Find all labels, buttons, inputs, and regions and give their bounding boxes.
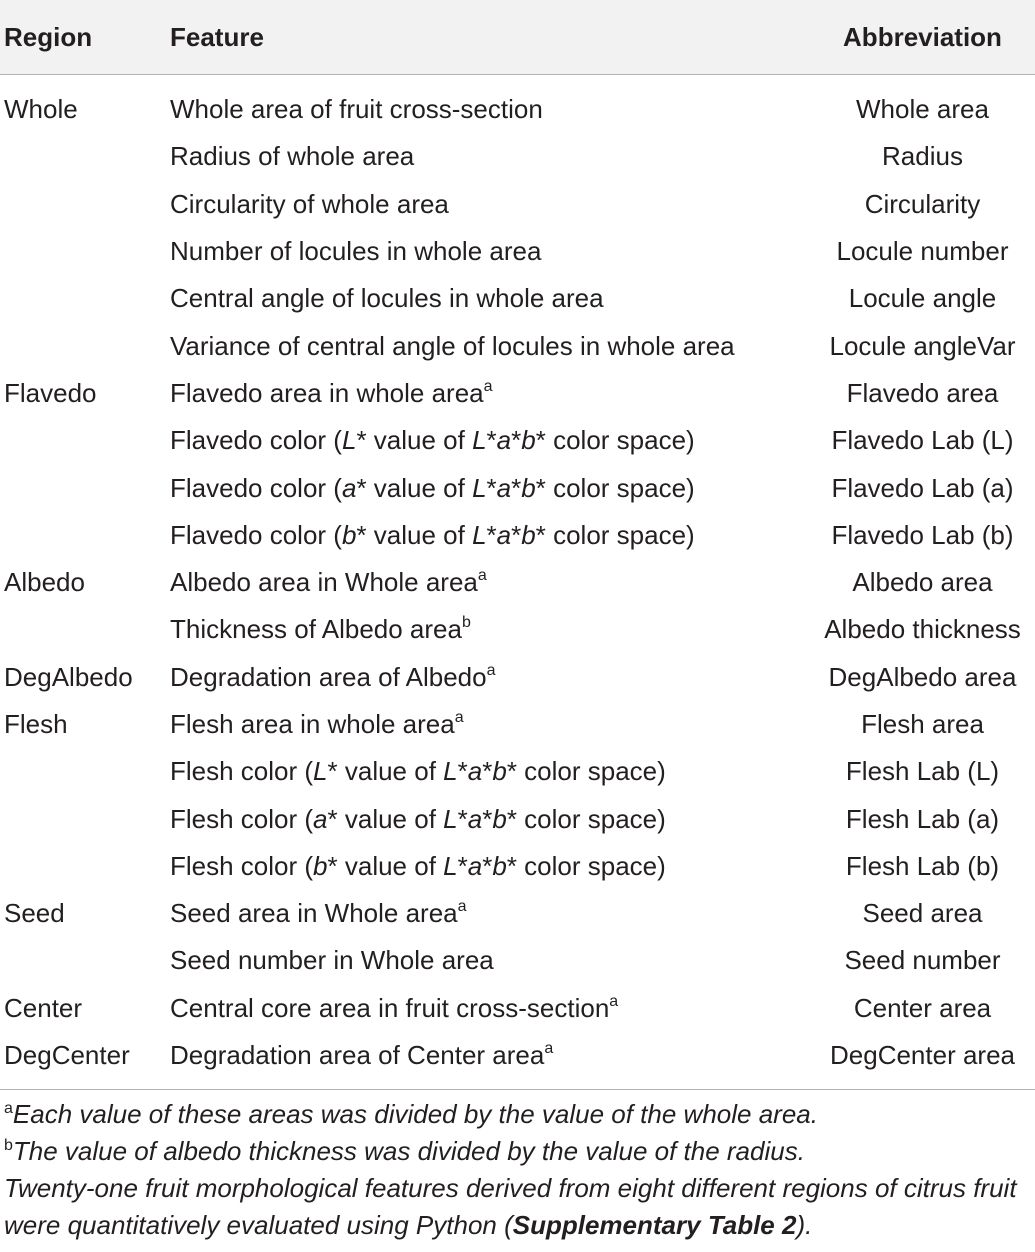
header-abbreviation: Abbreviation bbox=[843, 21, 1002, 52]
footnote-marker: a bbox=[486, 661, 496, 679]
footnote-b-mark: b bbox=[4, 1137, 13, 1155]
header-rule bbox=[0, 74, 1035, 75]
feature-italic-symbol: b bbox=[521, 519, 536, 550]
table-row bbox=[0, 795, 1035, 842]
footnote-b bbox=[4, 1133, 1035, 1170]
feature-text-part: Flesh color ( bbox=[170, 803, 314, 834]
cell-region: Albedo bbox=[4, 567, 85, 598]
feature-text-part: * bbox=[511, 472, 522, 503]
table-row bbox=[0, 1032, 1035, 1079]
cell-abbreviation: Flesh Lab (L) bbox=[845, 756, 1000, 787]
table-row bbox=[0, 701, 1035, 748]
feature-text-part: * bbox=[457, 850, 468, 881]
feature-italic-symbol: L bbox=[443, 756, 458, 787]
feature-text-part: * bbox=[511, 425, 522, 456]
feature-text-part: Flavedo color ( bbox=[170, 519, 342, 550]
table-row bbox=[0, 74, 1035, 133]
feature-italic-symbol: b bbox=[521, 472, 536, 503]
cell-region bbox=[0, 181, 170, 228]
cell-region bbox=[0, 275, 170, 322]
cell-region bbox=[0, 748, 170, 795]
footnote-marker: a bbox=[544, 1040, 554, 1058]
cell-region bbox=[0, 417, 170, 464]
cell-feature bbox=[170, 370, 810, 417]
feature-text-part: * color space) bbox=[506, 850, 666, 881]
footnote-marker: a bbox=[457, 898, 467, 916]
footnote-a-mark: a bbox=[4, 1100, 13, 1118]
feature-text-part: * value of bbox=[356, 425, 473, 456]
cell-abbreviation: Flesh Lab (b) bbox=[845, 850, 1000, 881]
feature-text: Seed area in Whole area bbox=[170, 898, 458, 929]
cell-region: Flavedo bbox=[4, 377, 97, 408]
table-caption bbox=[4, 1170, 1035, 1244]
feature-italic-symbol: b bbox=[492, 850, 507, 881]
feature-text: Seed number in Whole area bbox=[170, 945, 494, 976]
feature-text-part: * value of bbox=[327, 756, 444, 787]
cell-region bbox=[0, 795, 170, 842]
cell-region bbox=[0, 843, 170, 890]
cell-feature bbox=[170, 748, 810, 795]
feature-italic-symbol: a bbox=[496, 425, 512, 456]
feature-italic-symbol: b bbox=[313, 850, 328, 881]
feature-text-part: * bbox=[457, 756, 468, 787]
table-row bbox=[0, 559, 1035, 606]
cell-feature bbox=[170, 559, 810, 606]
table-row bbox=[0, 512, 1035, 559]
table-header bbox=[0, 0, 1035, 74]
feature-italic-symbol: L bbox=[313, 756, 328, 787]
table-row bbox=[0, 181, 1035, 228]
feature-italic-symbol: a bbox=[467, 756, 483, 787]
footnote-marker: a bbox=[454, 709, 464, 726]
cell-abbreviation: Flesh area bbox=[861, 709, 984, 739]
footnote-b-text: The value of albedo thickness was divided by the value of the radius. bbox=[12, 1136, 805, 1167]
cell-region: DegAlbedo bbox=[4, 661, 133, 692]
feature-text-part: * bbox=[486, 472, 497, 503]
cell-feature bbox=[170, 1032, 810, 1079]
cell-feature bbox=[170, 228, 810, 275]
table-row bbox=[0, 654, 1035, 701]
cell-abbreviation: Circularity bbox=[864, 188, 981, 219]
feature-text-part: * bbox=[511, 519, 522, 550]
cell-feature bbox=[170, 654, 810, 701]
cell-feature bbox=[170, 937, 810, 984]
cell-feature bbox=[170, 606, 810, 653]
cell-abbreviation: Seed area bbox=[862, 898, 983, 929]
cell-region bbox=[0, 464, 170, 511]
feature-italic-symbol: a bbox=[496, 519, 512, 550]
table-row bbox=[0, 606, 1035, 653]
cell-feature bbox=[170, 512, 810, 559]
cell-region: Seed bbox=[4, 898, 65, 929]
feature-text-part: Flesh color ( bbox=[170, 756, 314, 787]
cell-feature bbox=[170, 417, 810, 464]
feature-text-part: * value of bbox=[327, 850, 444, 881]
table-row bbox=[0, 275, 1035, 322]
cell-abbreviation: Center area bbox=[853, 992, 992, 1023]
feature-italic-symbol: L bbox=[472, 425, 487, 456]
feature-text: Number of locules in whole area bbox=[170, 236, 542, 267]
feature-text-part: * bbox=[486, 519, 497, 550]
header-row bbox=[0, 0, 1035, 74]
footnote-marker: a bbox=[609, 992, 619, 1010]
table-row bbox=[0, 937, 1035, 984]
table-row bbox=[0, 417, 1035, 464]
cell-region: Whole bbox=[4, 94, 78, 125]
cell-abbreviation: Locule angleVar bbox=[829, 330, 1016, 361]
feature-text-part: Flavedo color ( bbox=[170, 425, 342, 456]
feature-italic-symbol: L bbox=[341, 425, 357, 456]
cell-abbreviation: Locule number bbox=[836, 236, 1009, 267]
cell-abbreviation: Whole area bbox=[856, 94, 989, 125]
cell-region: Flesh bbox=[4, 709, 68, 739]
table-row bbox=[0, 985, 1035, 1032]
feature-text: Circularity of whole area bbox=[170, 188, 449, 219]
feature-text-part: * bbox=[482, 850, 493, 881]
cell-feature bbox=[170, 701, 810, 748]
cell-abbreviation: Seed number bbox=[844, 945, 1001, 976]
supplementary-table-link[interactable]: Supplementary Table 2 bbox=[512, 1210, 797, 1241]
cell-region: DegCenter bbox=[4, 1040, 130, 1071]
cell-abbreviation: Flavedo area bbox=[846, 377, 999, 408]
feature-text-part: * bbox=[482, 803, 493, 834]
feature-text-part: * value of bbox=[356, 519, 473, 550]
cell-region bbox=[0, 322, 170, 369]
feature-text-part: * color space) bbox=[506, 803, 666, 834]
feature-text: Variance of central angle of locules in whole area bbox=[170, 330, 735, 361]
table-row bbox=[0, 843, 1035, 890]
feature-text: Central angle of locules in whole area bbox=[170, 283, 604, 314]
cell-feature bbox=[170, 275, 810, 322]
cell-feature bbox=[170, 322, 810, 369]
cell-abbreviation: Flesh Lab (a) bbox=[845, 803, 1000, 834]
feature-italic-symbol: L bbox=[443, 850, 458, 881]
caption-text-after: ). bbox=[796, 1210, 813, 1241]
cell-abbreviation: Flavedo Lab (a) bbox=[831, 472, 1014, 503]
feature-text-part: * color space) bbox=[535, 472, 695, 503]
table-row bbox=[0, 748, 1035, 795]
feature-italic-symbol: L bbox=[472, 472, 487, 503]
feature-text-part: * color space) bbox=[535, 519, 695, 550]
feature-italic-symbol: a bbox=[313, 803, 328, 834]
feature-text: Degradation area of Center area bbox=[170, 1040, 545, 1071]
cell-abbreviation: Radius bbox=[882, 141, 963, 172]
cell-region bbox=[0, 606, 170, 653]
feature-text-part: * value of bbox=[356, 472, 473, 503]
cell-feature bbox=[170, 795, 810, 842]
feature-italic-symbol: a bbox=[467, 803, 483, 834]
feature-italic-symbol: a bbox=[467, 850, 483, 881]
footnote-marker: a bbox=[483, 377, 493, 395]
feature-text: Flavedo area in whole area bbox=[170, 377, 484, 408]
header-region: Region bbox=[4, 21, 93, 52]
feature-text-part: Flesh color ( bbox=[170, 850, 314, 881]
cell-abbreviation: DegAlbedo area bbox=[828, 661, 1017, 692]
cell-region bbox=[0, 228, 170, 275]
cell-feature bbox=[170, 843, 810, 890]
feature-italic-symbol: b bbox=[492, 803, 507, 834]
footnote-a bbox=[4, 1096, 1035, 1133]
feature-italic-symbol: L bbox=[472, 519, 487, 550]
cell-abbreviation: Locule angle bbox=[848, 283, 997, 314]
feature-text: Albedo area in Whole area bbox=[170, 567, 478, 598]
table-row bbox=[0, 464, 1035, 511]
cell-feature bbox=[170, 464, 810, 511]
cell-region bbox=[0, 937, 170, 984]
cell-abbreviation: DegCenter area bbox=[830, 1040, 1015, 1071]
feature-italic-symbol: b bbox=[341, 519, 357, 550]
caption-text-before: Twenty-one fruit morphological features derived from eight different regions of citrus fruit were quantitatively evaluated using Python ( bbox=[4, 1173, 1017, 1241]
table-body bbox=[0, 74, 1035, 1079]
cell-feature bbox=[170, 181, 810, 228]
cell-abbreviation: Albedo thickness bbox=[824, 614, 1021, 645]
cell-feature bbox=[170, 985, 810, 1032]
footnote-marker: a bbox=[477, 567, 487, 585]
table-row bbox=[0, 322, 1035, 369]
feature-italic-symbol: b bbox=[521, 425, 536, 456]
feature-text-part: * bbox=[482, 756, 493, 787]
cell-feature bbox=[170, 133, 810, 180]
feature-text-part: * bbox=[486, 425, 497, 456]
header-feature: Feature bbox=[170, 21, 264, 52]
feature-text-part: Flavedo color ( bbox=[170, 472, 342, 503]
cell-abbreviation: Flavedo Lab (L) bbox=[831, 425, 1014, 456]
footnote-marker: b bbox=[461, 614, 471, 632]
feature-text-part: * color space) bbox=[506, 756, 666, 787]
cell-region: Center bbox=[4, 992, 83, 1023]
table-row bbox=[0, 890, 1035, 937]
feature-text-part: * value of bbox=[327, 803, 444, 834]
feature-text: Degradation area of Albedo bbox=[170, 661, 487, 692]
footnote-a-text: Each value of these areas was divided by the value of the whole area. bbox=[12, 1099, 818, 1130]
feature-italic-symbol: a bbox=[341, 472, 357, 503]
table-row bbox=[0, 228, 1035, 275]
feature-italic-symbol: b bbox=[492, 756, 507, 787]
feature-text: Flesh area in whole area bbox=[170, 709, 455, 739]
cell-abbreviation: Albedo area bbox=[852, 567, 993, 598]
cell-feature bbox=[170, 890, 810, 937]
table-row bbox=[0, 133, 1035, 180]
feature-italic-symbol: a bbox=[496, 472, 512, 503]
feature-italic-symbol: L bbox=[443, 803, 458, 834]
feature-text: Whole area of fruit cross-section bbox=[170, 94, 543, 125]
cell-feature bbox=[170, 74, 810, 133]
feature-text-part: * color space) bbox=[535, 425, 695, 456]
feature-text: Radius of whole area bbox=[170, 141, 415, 172]
table-row bbox=[0, 370, 1035, 417]
feature-text: Central core area in fruit cross-section bbox=[170, 992, 610, 1023]
feature-text-part: * bbox=[457, 803, 468, 834]
cell-region bbox=[0, 133, 170, 180]
cell-abbreviation: Flavedo Lab (b) bbox=[831, 519, 1014, 550]
feature-text: Thickness of Albedo area bbox=[170, 614, 462, 645]
cell-region bbox=[0, 512, 170, 559]
table-notes bbox=[0, 1089, 1035, 1244]
